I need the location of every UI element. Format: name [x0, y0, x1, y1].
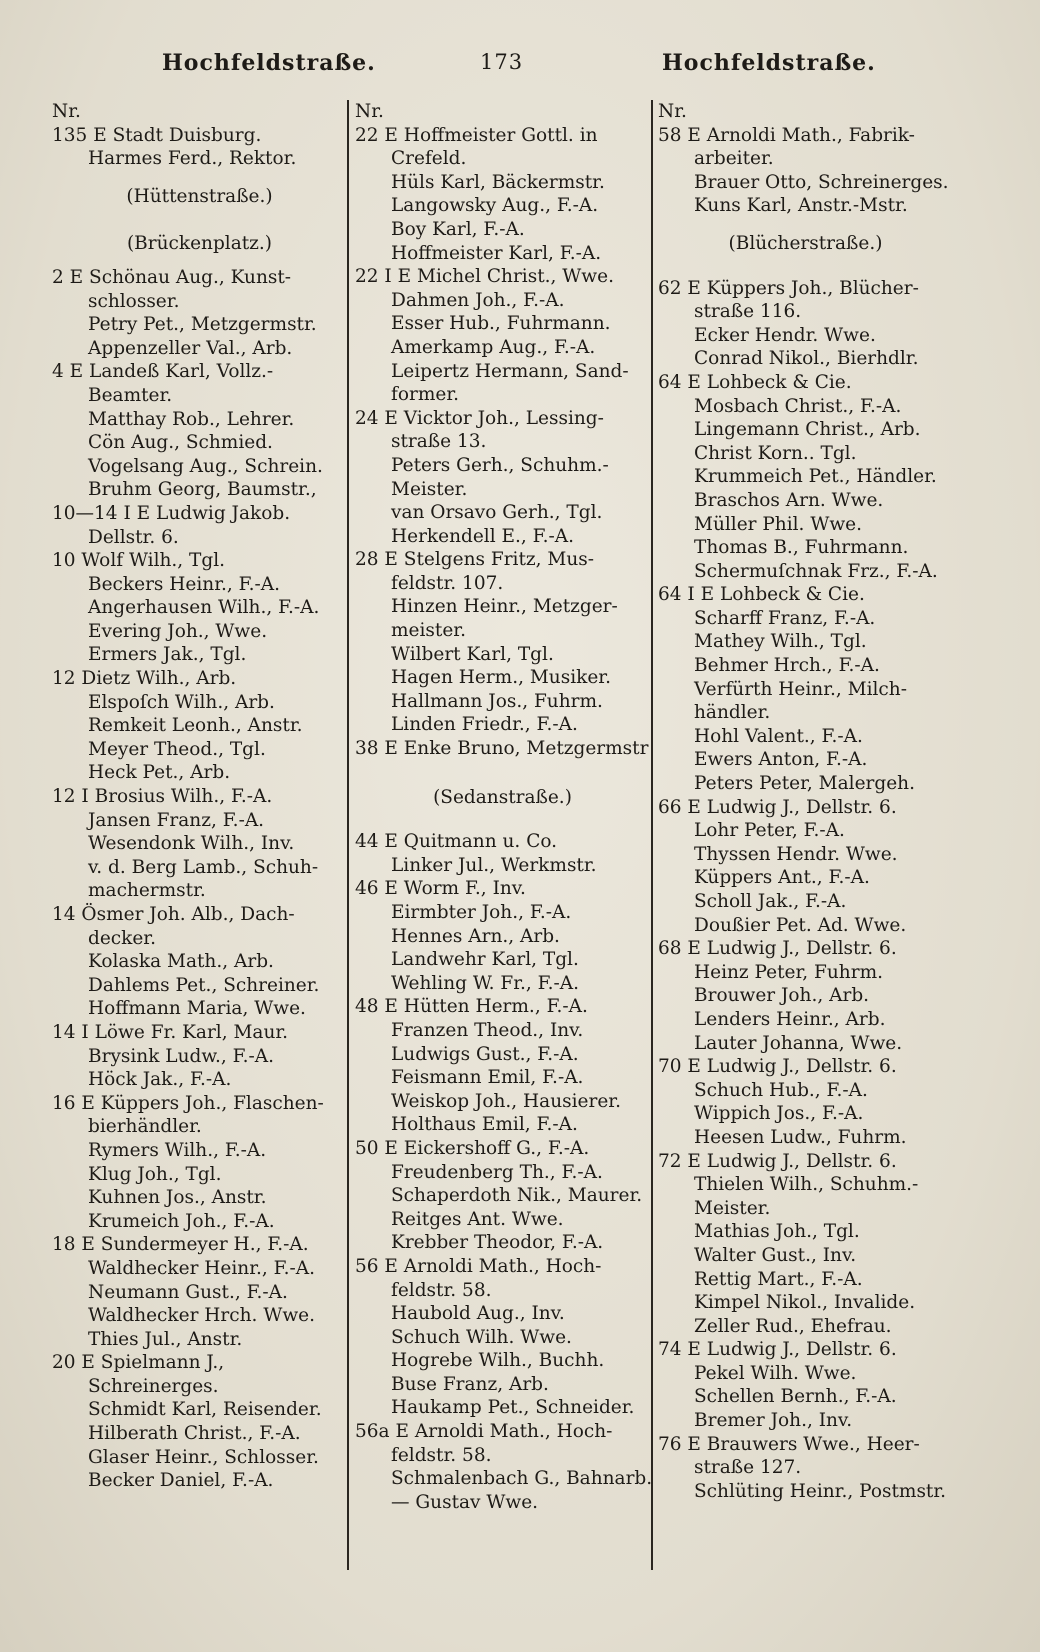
resident-entry: Weiskop Joh., Hausierer.: [391, 1090, 621, 1112]
house-number-entry: 16 E Küppers Joh., Flaschen-: [52, 1092, 324, 1114]
resident-entry: Rettig Mart., F.-A.: [694, 1268, 863, 1290]
house-number-entry: 24 E Vicktor Joh., Lessing-: [355, 407, 604, 429]
resident-entry: Klug Joh., Tgl.: [88, 1163, 222, 1185]
resident-entry: Christ Korn.. Tgl.: [694, 442, 857, 464]
resident-entry: Hohl Valent., F.-A.: [694, 725, 863, 747]
resident-entry: Hallmann Jos., Fuhrm.: [391, 690, 603, 712]
house-number-entry: 10—14 I E Ludwig Jakob.: [52, 502, 291, 524]
house-number-entry: 58 E Arnoldi Math., Fabrik-: [658, 124, 915, 146]
resident-entry: Haukamp Pet., Schneider.: [391, 1397, 635, 1419]
resident-entry: Küppers Ant., F.-A.: [694, 867, 870, 889]
entry-continuation: Dellstr. 6.: [88, 526, 179, 548]
resident-entry: Schmalenbach G., Bahnarb.: [391, 1468, 653, 1490]
house-number-entry: 76 E Brauwers Wwe., Heer-: [658, 1433, 920, 1455]
resident-entry: Hogrebe Wilh., Buchh.: [391, 1350, 605, 1372]
house-number-entry: 14 I Löwe Fr. Karl, Maur.: [52, 1021, 289, 1043]
resident-entry: Becker Daniel, F.-A.: [88, 1470, 274, 1492]
house-number-entry: 44 E Quitmann u. Co.: [355, 831, 558, 853]
entry-continuation: schlosser.: [88, 290, 180, 312]
house-number-entry: 46 E Worm F., Inv.: [355, 878, 526, 900]
resident-entry: Hilberath Christ., F.-A.: [88, 1423, 301, 1445]
running-head-right: Hochfeldstraße.: [662, 50, 876, 76]
resident-entry: van Orsavo Gerh., Tgl.: [391, 502, 603, 524]
resident-entry: Mathey Wilh., Tgl.: [694, 631, 867, 653]
entry-continuation: händler.: [694, 702, 771, 724]
resident-entry: Buse Franz, Arb.: [391, 1373, 549, 1395]
resident-entry: Matthay Rob., Lehrer.: [88, 408, 295, 430]
resident-entry: Doußier Pet. Ad. Wwe.: [694, 914, 907, 936]
resident-entry: Hennes Arn., Arb.: [391, 925, 560, 947]
entry-continuation: machermstr.: [88, 880, 206, 902]
resident-entry: Schuch Wilh. Wwe.: [391, 1326, 572, 1348]
house-number-entry: 22 I E Michel Christ., Wwe.: [355, 266, 614, 288]
entry-continuation: Meister.: [694, 1197, 771, 1219]
section-heading: (Hüttenstraße.): [126, 185, 273, 207]
house-number-entry: 12 Dietz Wilh., Arb.: [52, 668, 237, 690]
house-number-entry: 10 Wolf Wilh., Tgl.: [52, 550, 226, 572]
resident-entry: Waldhecker Hrch. Wwe.: [88, 1305, 315, 1327]
resident-entry: Schermuſchnak Frz., F.-A.: [694, 560, 938, 582]
resident-entry: Franzen Theod., Inv.: [391, 1019, 584, 1041]
resident-entry: Lohr Peter, F.-A.: [694, 820, 845, 842]
resident-entry: Müller Phil. Wwe.: [694, 513, 862, 535]
resident-entry: Kuhnen Jos., Anstr.: [88, 1187, 267, 1209]
section-heading: (Sedanstraße.): [433, 786, 572, 808]
resident-entry: Wilbert Karl, Tgl.: [391, 643, 554, 665]
resident-entry: Wehling W. Fr., F.-A.: [391, 972, 579, 994]
resident-entry: Thyssen Hendr. Wwe.: [694, 843, 898, 865]
resident-entry: Schaperdoth Nik., Maurer.: [391, 1185, 643, 1207]
column-header: Nr.: [355, 101, 384, 122]
house-number-entry: 62 E Küppers Joh., Blücher-: [658, 277, 919, 299]
house-number-entry: 14 Ösmer Joh. Alb., Dach-: [52, 904, 295, 925]
resident-entry: Eirmbter Joh., F.-A.: [391, 902, 572, 923]
resident-entry: Heesen Ludw., Fuhrm.: [694, 1126, 907, 1148]
column-divider-2: [651, 100, 653, 1570]
resident-entry: Thies Jul., Anstr.: [88, 1328, 243, 1350]
resident-entry: Feismann Emil, F.-A.: [391, 1067, 584, 1089]
resident-entry: Neumann Gust., F.-A.: [88, 1281, 288, 1303]
resident-entry: Hüls Karl, Bäckermstr.: [391, 171, 605, 193]
house-number-entry: 70 E Ludwig J., Dellstr. 6.: [658, 1056, 897, 1078]
entry-continuation: straße 127.: [694, 1457, 802, 1479]
resident-entry: Harmes Ferd., Rektor.: [88, 148, 297, 170]
resident-entry: Hinzen Heinr., Metzger-: [391, 596, 618, 618]
house-number-entry: 48 E Hütten Herm., F.-A.: [355, 996, 588, 1018]
resident-entry: Krebber Theodor, F.-A.: [391, 1232, 604, 1254]
resident-entry: Walter Gust., Inv.: [694, 1244, 857, 1266]
resident-entry: Behmer Hrch., F.-A.: [694, 655, 880, 677]
resident-entry: Bremer Joh., Inv.: [694, 1410, 853, 1432]
resident-entry: Ecker Hendr. Wwe.: [694, 324, 876, 346]
column-2: [355, 100, 653, 1514]
resident-entry: Conrad Nikol., Bierhdlr.: [694, 348, 919, 370]
resident-entry: Holthaus Emil, F.-A.: [391, 1114, 578, 1136]
resident-entry: Langowsky Aug., F.-A.: [391, 195, 599, 217]
resident-entry: Krummeich Pet., Händler.: [694, 466, 937, 488]
resident-entry: Herkendell E., F.-A.: [391, 525, 574, 547]
resident-entry: Elspoſch Wilh., Arb.: [88, 691, 275, 713]
resident-entry: Ludwigs Gust., F.-A.: [391, 1043, 579, 1065]
house-number-entry: 56a E Arnoldi Math., Hoch-: [355, 1421, 613, 1443]
house-number-entry: 56 E Arnoldi Math., Hoch-: [355, 1255, 602, 1277]
resident-entry: Schlüting Heinr., Postmstr.: [694, 1480, 947, 1502]
house-number-entry: 2 E Schönau Aug., Kunst-: [52, 266, 292, 288]
resident-entry: Evering Joh., Wwe.: [88, 620, 268, 642]
resident-entry: Lenders Heinr., Arb.: [694, 1008, 886, 1030]
page-number: 173: [480, 50, 524, 74]
entry-continuation: meister.: [391, 620, 466, 642]
resident-entry: Wesendonk Wilh., Inv.: [88, 833, 295, 855]
entry-continuation: straße 116.: [694, 301, 802, 323]
entry-continuation: decker.: [88, 927, 157, 949]
resident-entry: Landwehr Karl, Tgl.: [391, 949, 579, 971]
resident-entry: Hoffmeister Karl, F.-A.: [391, 242, 602, 264]
resident-entry: Haubold Aug., Inv.: [391, 1303, 565, 1325]
resident-entry: Bruhm Georg, Baumstr.,: [88, 479, 317, 501]
resident-entry: Glaser Heinr., Schlosser.: [88, 1446, 319, 1468]
house-number-entry: 68 E Ludwig J., Dellstr. 6.: [658, 938, 897, 960]
house-number-entry: 74 E Ludwig J., Dellstr. 6.: [658, 1339, 897, 1361]
resident-entry: Rymers Wilh., F.-A.: [88, 1139, 267, 1161]
resident-entry: Jansen Franz, F.-A.: [88, 809, 265, 831]
resident-entry: Wippich Jos., F.-A.: [694, 1103, 864, 1125]
resident-entry: v. d. Berg Lamb., Schuh-: [88, 856, 319, 878]
resident-entry: Pekel Wilh. Wwe.: [694, 1362, 857, 1384]
resident-entry: Ermers Jak., Tgl.: [88, 644, 247, 666]
entry-continuation: Meister.: [391, 478, 468, 500]
entry-continuation: straße 13.: [391, 431, 487, 453]
resident-entry: Lingemann Christ., Arb.: [694, 419, 921, 441]
resident-entry: Reitges Ant. Wwe.: [391, 1208, 564, 1230]
resident-entry: Brouwer Joh., Arb.: [694, 985, 870, 1007]
column-divider-1: [347, 100, 349, 1570]
resident-entry: Verfürth Heinr., Milch-: [694, 678, 907, 700]
resident-entry: Peters Peter, Malergeh.: [694, 773, 915, 795]
house-number-entry: 22 E Hoffmeister Gottl. in: [355, 124, 598, 146]
entry-continuation: Schreinerges.: [88, 1375, 219, 1397]
house-number-entry: 38 E Enke Bruno, Metzgermstr: [355, 738, 649, 760]
house-number-entry: 64 E Lohbeck & Cie.: [658, 371, 852, 393]
resident-entry: Zeller Rud., Ehefrau.: [694, 1315, 892, 1337]
entry-continuation: feldstr. 58.: [391, 1279, 492, 1301]
house-number-entry: 50 E Eickershoff G., F.-A.: [355, 1137, 590, 1159]
resident-entry: Schmidt Karl, Reisender.: [88, 1399, 322, 1421]
resident-entry: Amerkamp Aug., F.-A.: [391, 336, 596, 358]
column-header: Nr.: [52, 101, 81, 122]
resident-entry: Scholl Jak., F.-A.: [694, 891, 847, 912]
house-number-entry: 135 E Stadt Duisburg.: [52, 124, 262, 146]
entry-continuation: bierhändler.: [88, 1116, 202, 1138]
resident-entry: Remkeit Leonh., Anstr.: [88, 715, 303, 737]
resident-entry: Thomas B., Fuhrmann.: [694, 537, 909, 559]
entry-continuation: former.: [391, 384, 460, 406]
entry-continuation: Crefeld.: [391, 148, 467, 170]
resident-entry: Schellen Bernh., F.-A.: [694, 1386, 897, 1408]
resident-entry: Appenzeller Val., Arb.: [88, 337, 293, 359]
resident-entry: Kuns Karl, Anstr.-Mstr.: [694, 195, 908, 217]
house-number-entry: 4 E Landeß Karl, Vollz.-: [52, 361, 274, 383]
resident-entry: Linden Friedr., F.-A.: [391, 714, 578, 736]
section-heading: (Brückenplatz.): [126, 233, 273, 255]
resident-entry: Dahlems Pet., Schreiner.: [88, 974, 320, 996]
entry-continuation: arbeiter.: [694, 148, 774, 170]
house-number-entry: 64 I E Lohbeck & Cie.: [658, 584, 865, 606]
house-number-entry: 18 E Sundermeyer H., F.-A.: [52, 1234, 309, 1256]
entry-continuation: feldstr. 58.: [391, 1444, 492, 1466]
column-header: Nr.: [658, 101, 687, 122]
resident-entry: Ewers Anton, F.-A.: [694, 749, 868, 771]
resident-entry: Heinz Peter, Fuhrm.: [694, 961, 883, 983]
column-1: [52, 100, 347, 1493]
resident-entry: Angerhausen Wilh., F.-A.: [88, 597, 320, 619]
resident-entry: Mosbach Christ., F.-A.: [694, 395, 902, 417]
resident-entry: Thielen Wilh., Schuhm.-: [694, 1174, 919, 1196]
house-number-entry: 72 E Ludwig J., Dellstr. 6.: [658, 1150, 897, 1172]
resident-entry: Lauter Johanna, Wwe.: [694, 1032, 903, 1054]
spacer: [355, 761, 650, 772]
resident-entry: Boy Karl, F.-A.: [391, 218, 525, 240]
resident-entry: Esser Hub., Fuhrmann.: [391, 313, 611, 335]
resident-entry: Waldhecker Heinr., F.-A.: [88, 1257, 315, 1279]
entry-continuation: feldstr. 107.: [391, 572, 504, 594]
house-number-entry: 20 E Spielmann J.,: [52, 1352, 225, 1374]
resident-entry: Cön Aug., Schmied.: [88, 432, 273, 454]
resident-entry: Brauer Otto, Schreinerges.: [694, 171, 949, 193]
column-3: [658, 100, 953, 1503]
resident-entry: Brysink Ludw., F.-A.: [88, 1045, 274, 1067]
house-number-entry: 66 E Ludwig J., Dellstr. 6.: [658, 796, 897, 818]
spacer: [658, 266, 953, 277]
running-head-left: Hochfeldstraße.: [162, 50, 376, 76]
resident-entry: Höck Jak., F.-A.: [88, 1069, 232, 1091]
resident-entry: Scharff Franz, F.-A.: [694, 607, 876, 629]
resident-entry: Mathias Joh., Tgl.: [694, 1221, 860, 1243]
section-heading: (Blücherstraße.): [728, 232, 883, 254]
resident-entry: Kimpel Nikol., Invalide.: [694, 1292, 916, 1314]
resident-entry: Heck Pet., Arb.: [88, 762, 231, 784]
resident-entry: Dahmen Joh., F.-A.: [391, 289, 565, 311]
resident-entry: Braschos Arn. Wwe.: [694, 489, 884, 511]
resident-entry: Schuch Hub., F.-A.: [694, 1079, 868, 1101]
house-number-entry: 12 I Brosius Wilh., F.-A.: [52, 786, 273, 808]
resident-entry: Hoffmann Maria, Wwe.: [88, 998, 306, 1020]
resident-entry: Vogelsang Aug., Schrein.: [88, 455, 323, 477]
spacer: [355, 819, 650, 830]
house-number-entry: 28 E Stelgens Fritz, Mus-: [355, 549, 595, 571]
resident-entry: Krumeich Joh., F.-A.: [88, 1210, 275, 1232]
resident-entry: Peters Gerh., Schuhm.-: [391, 454, 609, 476]
resident-entry: Kolaska Math., Arb.: [88, 951, 274, 973]
resident-entry: Freudenberg Th., F.-A.: [391, 1161, 603, 1183]
resident-entry: Meyer Theod., Tgl.: [88, 738, 266, 760]
entry-continuation: Beamter.: [88, 384, 173, 406]
resident-entry: Linker Jul., Werkmstr.: [391, 854, 597, 876]
resident-entry: — Gustav Wwe.: [391, 1491, 539, 1513]
resident-entry: Beckers Heinr., F.-A.: [88, 573, 280, 595]
resident-entry: Petry Pet., Metzgermstr.: [88, 314, 317, 336]
resident-entry: Hagen Herm., Musiker.: [391, 667, 611, 689]
resident-entry: Leipertz Hermann, Sand-: [391, 360, 629, 382]
